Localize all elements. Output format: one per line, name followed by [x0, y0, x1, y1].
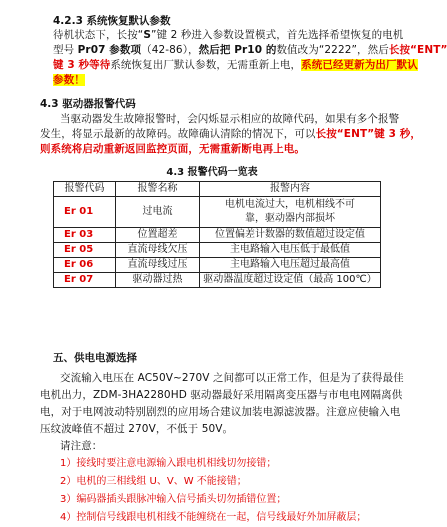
- alarm-content: 主电路输入电压超过最高值: [200, 258, 381, 273]
- text: 系统恢复出厂默认参数，无需重新上电，: [110, 59, 302, 71]
- param-pr07: Pr07 参数项: [77, 44, 142, 56]
- table-header-row: [54, 182, 381, 197]
- ent-key-text: 长按“ENT”键 3 秒，: [315, 128, 421, 140]
- table-caption: 4.3 报警代码一览表: [166, 167, 258, 178]
- table-row: [54, 228, 381, 243]
- text: 当驱动器发生故障报警时，会闪烁显示相应的故障代码，如果有多个报警: [60, 113, 400, 125]
- note-label: 请注意：: [60, 440, 103, 452]
- text: ”键 2 秒进入参数设置模式，首先选择希望恢复的电机: [151, 29, 404, 41]
- alarm-content: 主电路输入电压低于最低值: [200, 243, 381, 258]
- header-cell: 报警内容: [200, 182, 381, 197]
- return-monitor-text: 则系统将启动重新返回监控页面，无需重新断电再上电。: [40, 143, 305, 155]
- list-item: 1）接线时要注意电源输入跟电机相线切勿接错；: [60, 458, 277, 469]
- list-item: 3）编码器插头跟脉冲输入信号插头切勿插错位置；: [60, 494, 287, 505]
- list-item: 4）控制信号线跟电机相线不能缠绕在一起，信号线最好外加屏蔽层；: [60, 512, 367, 523]
- text: 压纹波峰值不超过 270V，不低于 50V。: [40, 423, 234, 435]
- text: （42-86），: [141, 44, 199, 56]
- table-row: [54, 243, 381, 258]
- section-heading-423: 4.2.3 系统恢复默认参数: [53, 15, 171, 27]
- alarm-content: 电机电流过大，电机相线不可靠，驱动器内部损坏: [200, 197, 381, 228]
- header-cell: 报警代码: [54, 182, 116, 197]
- alarm-code-table: [53, 181, 381, 288]
- alarm-name: 位置超差: [116, 228, 200, 243]
- table-row: [54, 197, 381, 228]
- notes-list: [60, 455, 420, 527]
- text: 数值改为“2222”，然后: [276, 44, 389, 56]
- alarm-content: 位置偏差计数器的数值超过设定值: [200, 228, 381, 243]
- alarm-code: Er 07: [54, 273, 116, 288]
- text: 发生，将显示最新的故障码。故障确认清除的情况下，可以: [40, 128, 316, 140]
- text: 待机状态下，长按“: [53, 29, 144, 41]
- alarm-content: 驱动器温度超过设定值（最高 100℃）: [200, 273, 381, 288]
- header-cell: 报警名称: [116, 182, 200, 197]
- param-pr10: 然后把 Pr10 的: [198, 44, 277, 56]
- wait-text: 键 3 秒等待: [53, 59, 111, 71]
- key-s: S: [143, 29, 152, 41]
- table-row: [54, 273, 381, 288]
- alarm-name: 直流母线欠压: [116, 243, 200, 258]
- ent-key-text: 长按“ENT”: [388, 44, 447, 56]
- highlight-text-end: 参数！: [53, 74, 85, 86]
- alarm-name: 直流母线过压: [116, 258, 200, 273]
- list-item: 2）电机的三相线组 U、V、W 不能接错；: [60, 476, 247, 487]
- text: 电机出力，ZDM-3HA2280HD 驱动器最好采用隔离变压器与市电电网隔离供: [40, 389, 403, 401]
- alarm-name: 过电流: [116, 197, 200, 228]
- section-heading-43: 4.3 驱动器报警代码: [40, 98, 136, 110]
- section-heading-5: 五、供电电源选择: [53, 352, 137, 364]
- paragraph-423: [53, 28, 447, 88]
- text: 电，对于电网波动特别剧烈的应用场合建议加装电源滤波器。注意应使输入电: [40, 406, 401, 418]
- text: 型号: [53, 44, 78, 56]
- paragraph-43: [40, 112, 420, 157]
- highlight-text: 系统已经更新为出厂默认: [301, 59, 418, 71]
- alarm-code: Er 05: [54, 243, 116, 258]
- alarm-name: 驱动器过热: [116, 273, 200, 288]
- paragraph-5: [40, 370, 420, 455]
- alarm-code: Er 01: [54, 197, 116, 228]
- alarm-code: Er 03: [54, 228, 116, 243]
- table-row: [54, 258, 381, 273]
- text: 交流输入电压在 AC50V~270V 之间都可以正常工作，但是为了获得最佳: [60, 372, 404, 384]
- alarm-code: Er 06: [54, 258, 116, 273]
